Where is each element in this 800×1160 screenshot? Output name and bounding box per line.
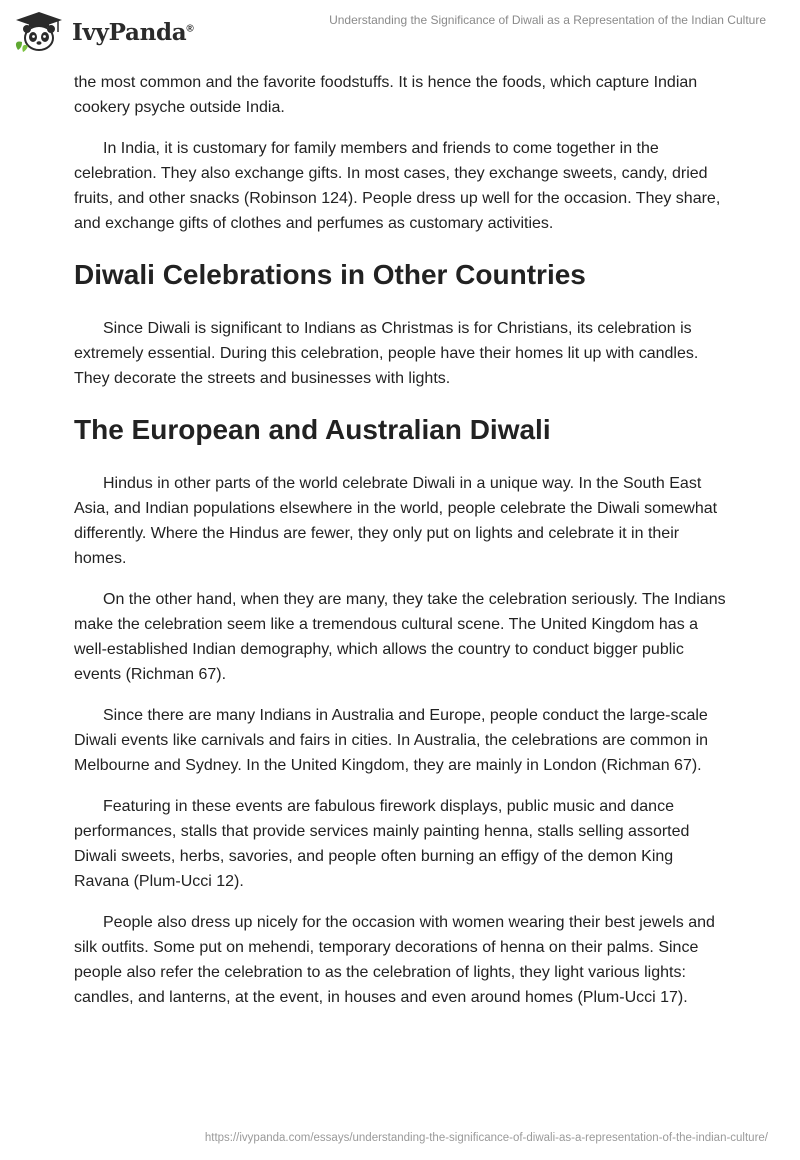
paragraph: the most common and the favorite foodstuffs. It is hence the foods, which capture Indian cookery psyche outside India.: [74, 74, 698, 116]
ivypanda-logo[interactable]: [12, 10, 193, 54]
document-title: Understanding the Significance of Diwali as a Representation of the Indian Culture: [329, 13, 766, 27]
essay-content: [74, 70, 726, 1026]
paragraph: In India, it is customary for family members and friends to come together in the celebration. They also exchange gifts. In most cases, they exchange sweets, candy, dried fruits, and other snacks (Robinson 124). People dress up well for the occasion. They share, and exchange gifts of clothes and perfumes as customary activities.: [74, 140, 721, 232]
panda-graduate-icon: [12, 10, 66, 54]
paragraph: Hindus in other parts of the world celebrate Diwali in a unique way. In the South East Asia, and Indian populations elsewhere in the world, people celebrate the Diwali somewhat differently. Where the Hindus are fewer, they only put on lights and celebrate it in their homes.: [74, 475, 718, 567]
section-heading: The European and Australian Diwali: [74, 414, 551, 445]
page-header: [0, 0, 800, 60]
registered-mark: ®: [186, 22, 194, 34]
paragraph: Featuring in these events are fabulous firework displays, public music and dance performances, stalls that provide services mainly painting henna, stalls selling assorted Diwali sweets, herbs, savories, and people often burning an effigy of the demon King Ravana (Plum-Ucci 12).: [74, 798, 690, 890]
section-heading: Diwali Celebrations in Other Countries: [74, 259, 586, 290]
source-url[interactable]: https://ivypanda.com/essays/understanding-the-significance-of-diwali-as-a-representation-of-the-indian-culture/: [204, 1132, 768, 1144]
paragraph: On the other hand, when they are many, they take the celebration seriously. The Indians make the celebration seem like a tremendous cultural scene. The United Kingdom has a well-established Indian demography, which allows the country to conduct bigger public events (Richman 67).: [74, 591, 726, 683]
brand-name: IvyPanda®: [72, 18, 194, 46]
paragraph: People also dress up nicely for the occasion with women wearing their best jewels and silk outfits. Some put on mehendi, temporary decorations of henna on their palms. Since people also refer the celebration to as the celebration of lights, they light various lights: candles, and lanterns, at the event, in houses and even around homes (Plum-Ucci 17).: [74, 914, 715, 1006]
paragraph: Since Diwali is significant to Indians as Christmas is for Christians, its celebration is extremely essential. During this celebration, people have their homes lit up with candles. They decorate the streets and businesses with lights.: [74, 320, 699, 387]
paragraph: Since there are many Indians in Australia and Europe, people conduct the large-scale Diwali events like carnivals and fairs in cities. In Australia, the celebrations are common in Melbourne and Sydney. In the United Kingdom, they are mainly in London (Richman 67).: [74, 707, 709, 774]
